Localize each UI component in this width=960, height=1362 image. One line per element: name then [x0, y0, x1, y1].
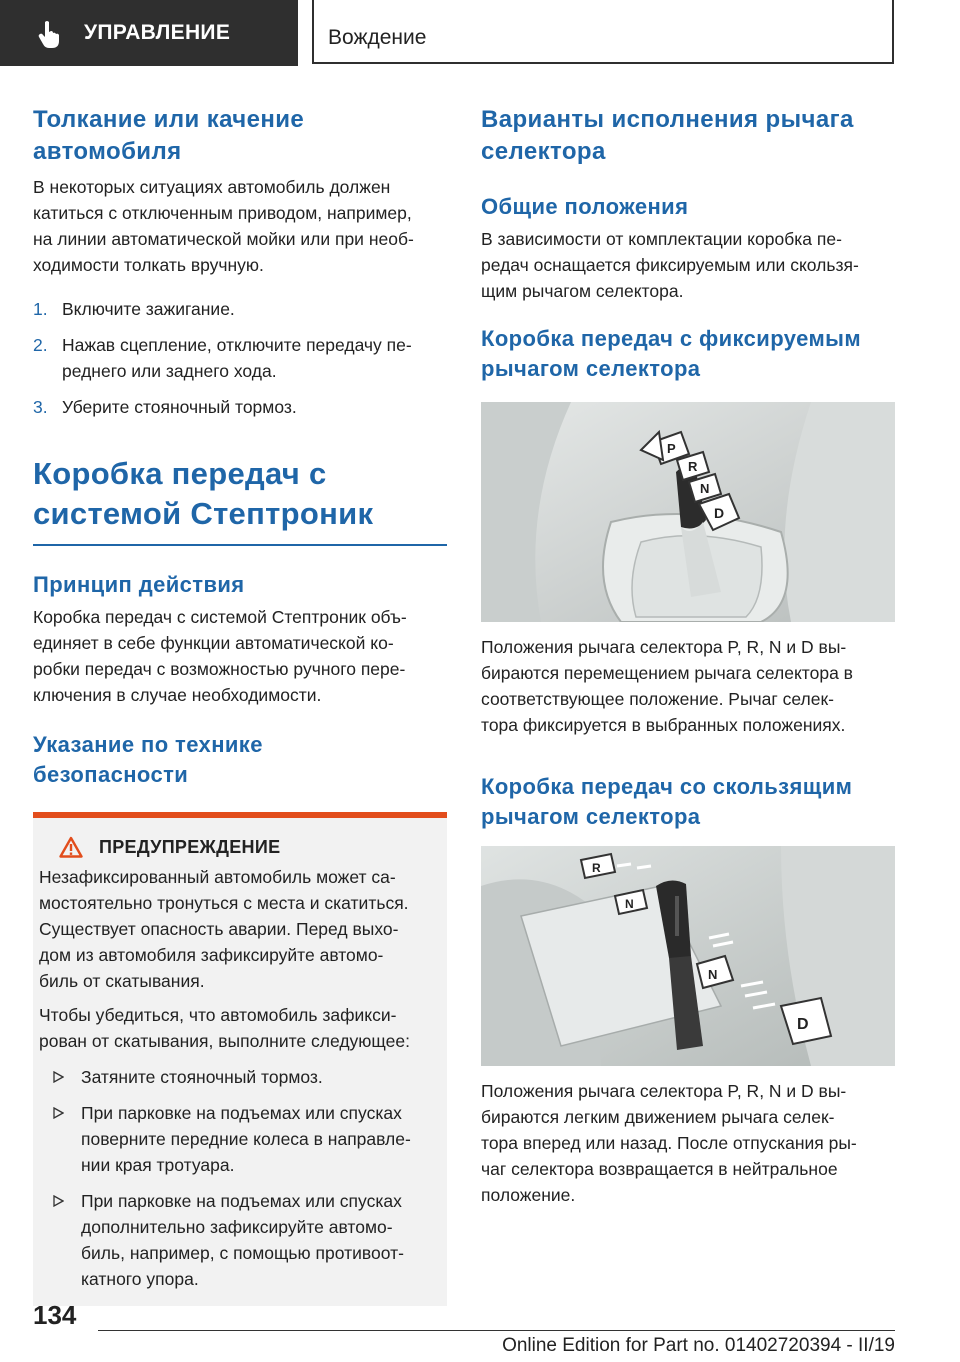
list-item: При парковке на подъемах или спусках поверните передние колеса в направле‐ нии края тротуара.	[39, 1100, 439, 1178]
sliding-selector-photo	[481, 846, 895, 1066]
fixed-selector-photo	[481, 402, 895, 622]
principle-text: Коробка передач с системой Стептроник объ‐ единяет в себе функции автоматической ко‐ робки передач с возможностью ручного пере‐ ключения в случае необходимости.	[33, 607, 407, 705]
bullet-triangle-icon	[53, 1071, 64, 1083]
safety-title: Указание по технике безопасности	[33, 732, 263, 787]
sliding-lever-title: Коробка передач со скользящим рычагом селектора	[481, 774, 853, 829]
edition-text: Online Edition for Part no. 01402720394 - II/19	[502, 1335, 895, 1356]
hand-pointer-icon	[38, 20, 64, 48]
sliding-lever-text: Положения рычага селектора P, R, N и D вы‐ бираются легким движением рычага селек‐ тора вперед или назад. После отпускания ры‐ чаг селектора возвращается в нейтральное положение.	[481, 1081, 857, 1205]
list-item: 1. Включите зажигание.	[33, 299, 235, 319]
gear-label-n: N	[708, 967, 718, 982]
footer-divider	[98, 1330, 895, 1331]
list-item: 3. Уберите стояночный тормоз.	[33, 397, 297, 417]
fixed-lever-title: Коробка передач с фиксируемым рычагом селектора	[481, 326, 862, 381]
section-tab	[0, 0, 298, 66]
steps-list	[33, 296, 447, 420]
gear-label-d: D	[797, 1016, 809, 1033]
bullet-triangle-icon	[53, 1107, 64, 1119]
gear-label-d: D	[714, 505, 725, 521]
push-text: В некоторых ситуациях автомобиль должен катиться с отключенным приводом, например, на линии автоматической мойки или при необ‐ ходимости толкать вручную.	[33, 177, 414, 275]
gear-label-p: P	[667, 441, 676, 456]
warning-header	[33, 818, 447, 858]
left-column	[33, 96, 447, 1306]
warning-triangle-icon	[59, 836, 83, 858]
section-divider	[33, 544, 447, 546]
warning-title: ПРЕДУПРЕЖДЕНИЕ	[99, 836, 281, 857]
gear-label-n: N	[625, 897, 634, 911]
push-title: Толкание или качение автомобиля	[33, 106, 305, 165]
chapter-label: Вождение	[328, 26, 427, 49]
steptronic-title: Коробка передач с системой Стептроник	[33, 456, 374, 531]
warning-text: Незафиксированный автомобиль может са‐ мостоятельно тронуться с места и скатиться. Существует опасность аварии. Перед выхо‐ дом из автомобиля зафиксируйте автомо‐ биль от скатывания.	[39, 867, 409, 991]
warning-text-2: Чтобы убедиться, что автомобиль зафикси‐ рован от скатывания, выполните следующее:	[39, 1005, 410, 1051]
fixed-selector-illustration	[481, 402, 895, 622]
general-title: Общие положения	[481, 194, 689, 219]
fixed-lever-text: Положения рычага селектора P, R, N и D вы‐ бираются перемещением рычага селектора в соответствующее положение. Рычаг селек‐ тора фиксируется в выбранных положениях.	[481, 637, 853, 735]
sliding-selector-illustration	[481, 846, 895, 1066]
gear-label-n: N	[700, 481, 710, 496]
general-text: В зависимости от комплектации коробка пе‐ редач оснащается фиксируемым или скользя‐ щим рычагом селектора.	[481, 229, 859, 301]
list-item: При парковке на подъемах или спусках дополнительно зафиксируйте автомо‐ биль, например, с помощью противоот‐ катного упора.	[39, 1188, 439, 1292]
section-label: УПРАВЛЕНИЕ	[84, 21, 231, 44]
warning-box	[33, 812, 447, 1306]
principle-title: Принцип действия	[33, 572, 245, 597]
gear-label-r: R	[592, 861, 601, 875]
list-item: 2. Нажав сцепление, отключите передачу пе‐ реднего или заднего хода.	[33, 335, 412, 381]
gear-label-r: R	[688, 459, 698, 474]
chapter-tab	[312, 0, 894, 64]
right-column	[481, 96, 895, 1208]
variants-title: Варианты исполнения рычага селектора	[481, 106, 854, 165]
list-item: Затяните стояночный тормоз.	[39, 1064, 439, 1090]
bullet-triangle-icon	[53, 1195, 64, 1207]
warning-bullets	[39, 1064, 439, 1292]
page-number: 134	[33, 1300, 77, 1330]
